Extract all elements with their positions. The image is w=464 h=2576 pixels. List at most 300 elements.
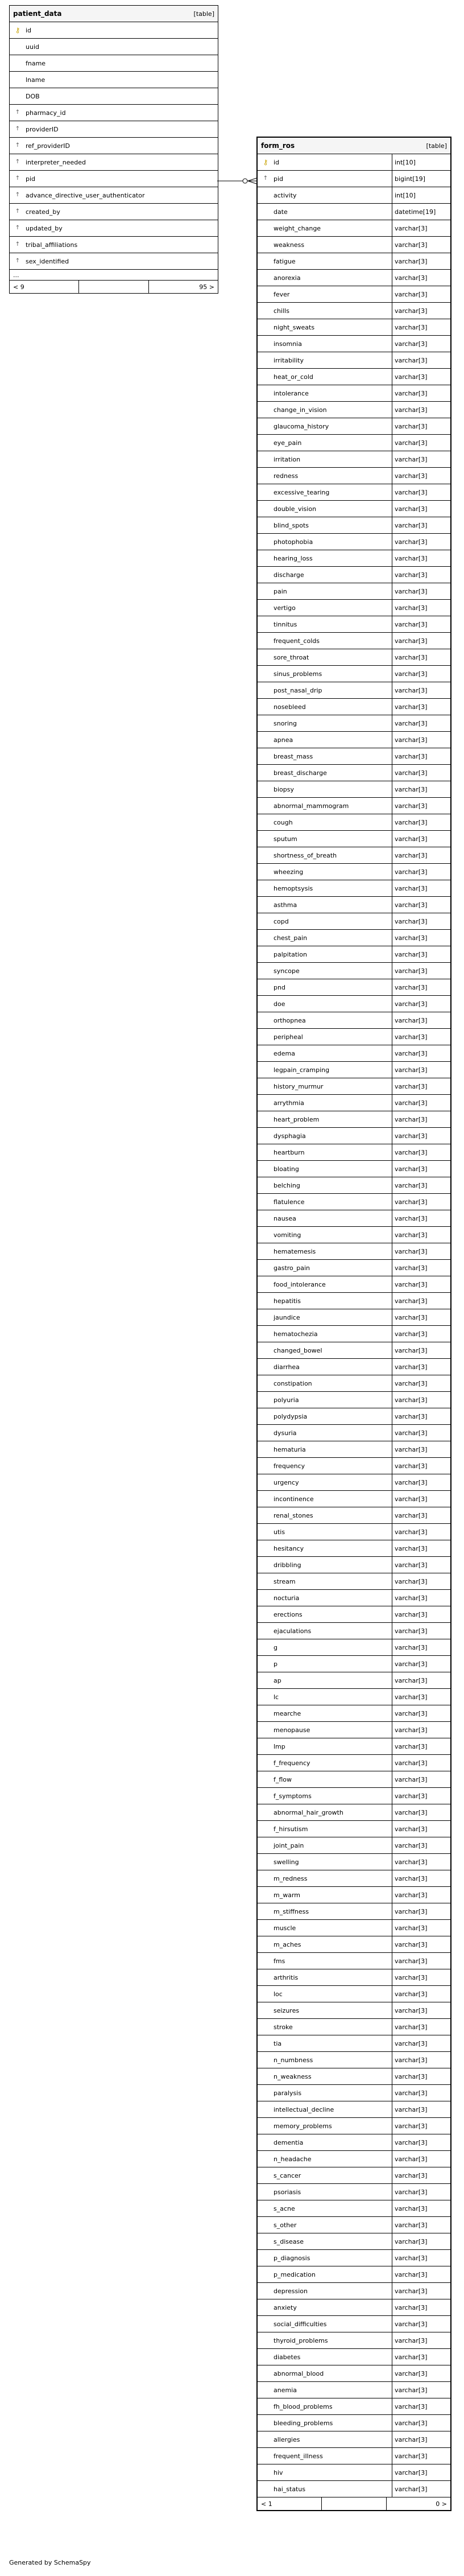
column-name: snoring <box>274 719 297 727</box>
column-type: varchar[3] <box>392 2085 450 2101</box>
column-type: varchar[3] <box>392 781 450 797</box>
column-type: varchar[3] <box>392 1012 450 1028</box>
column-name: constipation <box>274 1379 312 1387</box>
column-name: insomnia <box>274 340 302 348</box>
column-type: varchar[3] <box>392 220 450 236</box>
column-type: varchar[3] <box>392 2052 450 2068</box>
column-name: mearche <box>274 1709 301 1717</box>
column-name: sore_throat <box>274 653 309 661</box>
column-name: n_headache <box>274 2155 312 2163</box>
column-type: varchar[3] <box>392 1986 450 2002</box>
column-type: varchar[3] <box>392 402 450 418</box>
column-name: bleeding_problems <box>274 2419 333 2427</box>
column-type: varchar[3] <box>392 352 450 368</box>
column-name: m_aches <box>274 1940 301 1948</box>
column-name: date <box>274 208 288 216</box>
column-name: peripheal <box>274 1033 303 1041</box>
column-name: nosebleed <box>274 703 306 711</box>
column-name: vomiting <box>274 1231 301 1239</box>
column-type: varchar[3] <box>392 2035 450 2051</box>
column-name: palpitation <box>274 950 307 958</box>
column-type: varchar[3] <box>392 319 450 335</box>
column-type: varchar[3] <box>392 814 450 830</box>
column-type: varchar[3] <box>392 1854 450 1870</box>
column-type: varchar[3] <box>392 369 450 385</box>
column-name: erections <box>274 1610 303 1618</box>
column-name: hematochezia <box>274 1330 318 1338</box>
column-type: varchar[3] <box>392 1672 450 1688</box>
column-type: varchar[3] <box>392 501 450 517</box>
column-type: varchar[3] <box>392 979 450 995</box>
column-name: muscle <box>274 1924 296 1932</box>
table-name[interactable]: patient_data <box>13 10 62 18</box>
column-name: urgency <box>274 1478 299 1486</box>
column-type: varchar[3] <box>392 847 450 863</box>
column-type: varchar[3] <box>392 1474 450 1490</box>
foreign-key-icon: ↑ <box>15 109 20 116</box>
column-type: varchar[3] <box>392 633 450 649</box>
column-name: weight_change <box>274 224 321 232</box>
column-type: varchar[3] <box>392 2002 450 2018</box>
column-type: varchar[3] <box>392 666 450 682</box>
column-name: asthma <box>274 901 297 909</box>
column-type: varchar[3] <box>392 1804 450 1820</box>
column-type: varchar[3] <box>392 1557 450 1573</box>
column-name: irritation <box>274 455 301 463</box>
column-name: s_disease <box>274 2237 304 2245</box>
column-type: varchar[3] <box>392 2415 450 2431</box>
column-name: legpain_cramping <box>274 1066 330 1074</box>
column-type: varchar[3] <box>392 913 450 929</box>
column-type: varchar[3] <box>392 2448 450 2464</box>
column-type: varchar[3] <box>392 765 450 781</box>
foreign-key-icon: ↑ <box>15 258 20 264</box>
column-name: swelling <box>274 1858 299 1866</box>
parents-count[interactable]: < 1 <box>261 2500 272 2508</box>
column-name: jaundice <box>274 1313 300 1321</box>
column-type: varchar[3] <box>392 616 450 632</box>
column-name: loc <box>274 1990 283 1998</box>
column-name: hematemesis <box>274 1247 316 1255</box>
column-type: varchar[3] <box>392 517 450 533</box>
column-type: varchar[3] <box>392 1540 450 1556</box>
column-type: varchar[3] <box>392 2316 450 2332</box>
column-name: dysphagia <box>274 1132 306 1140</box>
column-type: varchar[3] <box>392 1738 450 1754</box>
column-name: doe <box>274 1000 285 1008</box>
column-type: varchar[3] <box>392 930 450 946</box>
column-type: varchar[3] <box>392 2266 450 2282</box>
foreign-key-icon: ↑ <box>15 225 20 231</box>
column-name: f_hirsutism <box>274 1825 308 1833</box>
primary-key-icon: ⚷ <box>15 26 20 34</box>
column-type: varchar[3] <box>392 451 450 467</box>
children-count[interactable]: 95 > <box>148 281 218 293</box>
column-name: nausea <box>274 1214 296 1222</box>
column-name: p_medication <box>274 2270 316 2278</box>
column-type: varchar[3] <box>392 2200 450 2216</box>
column-type: varchar[3] <box>392 1144 450 1160</box>
column-type: varchar[3] <box>392 897 450 913</box>
table-kind: [table] <box>426 142 447 150</box>
column-type: varchar[3] <box>392 1771 450 1787</box>
column-name: fh_blood_problems <box>274 2402 333 2410</box>
primary-key-icon: ⚷ <box>263 158 268 166</box>
column-name: id <box>26 26 32 34</box>
crowfoot-lower <box>248 181 256 184</box>
optional-circle <box>243 179 247 183</box>
column-name: tribal_affiliations <box>26 241 78 249</box>
column-type: varchar[3] <box>392 1276 450 1292</box>
column-type: varchar[3] <box>392 1161 450 1177</box>
column-type: varchar[3] <box>392 1590 450 1606</box>
column-name: n_weakness <box>274 2072 312 2080</box>
column-name: memory_problems <box>274 2122 332 2130</box>
foreign-key-icon: ↑ <box>15 208 20 215</box>
column-name: hemoptsysis <box>274 884 313 892</box>
column-name: edema <box>274 1049 295 1057</box>
column-name: menopause <box>274 1726 310 1734</box>
column-name: stream <box>274 1577 296 1585</box>
column-name: wheezing <box>274 868 304 876</box>
column-name: pain <box>274 587 287 595</box>
column-name: tinnitus <box>274 620 297 628</box>
column-type: varchar[3] <box>392 1243 450 1259</box>
column-name: id <box>274 158 280 166</box>
column-type: varchar[3] <box>392 2101 450 2117</box>
column-name: DOB <box>26 92 40 100</box>
column-type: varchar[3] <box>392 699 450 715</box>
column-type: varchar[3] <box>392 1293 450 1309</box>
column-name: hematuria <box>274 1445 306 1453</box>
children-count[interactable]: 0 > <box>386 2497 450 2510</box>
table-name[interactable]: form_ros <box>261 142 295 150</box>
column-type: varchar[3] <box>392 2184 450 2200</box>
column-name: gastro_pain <box>274 1264 310 1272</box>
column-name: flatulence <box>274 1198 305 1206</box>
column-name: syncope <box>274 967 300 975</box>
column-name: redness <box>274 472 299 480</box>
column-type: varchar[3] <box>392 1111 450 1127</box>
column-type: varchar[3] <box>392 2382 450 2398</box>
column-name: abnormal_blood <box>274 2369 324 2377</box>
column-type: varchar[3] <box>392 798 450 814</box>
column-type: varchar[3] <box>392 2019 450 2035</box>
column-name: n_numbness <box>274 2056 313 2064</box>
column-name: biopsy <box>274 785 294 793</box>
column-name: blind_spots <box>274 521 309 529</box>
column-name: heartburn <box>274 1148 305 1156</box>
column-name: dribbling <box>274 1561 301 1569</box>
column-type: varchar[3] <box>392 2068 450 2084</box>
column-name: m_warm <box>274 1891 300 1899</box>
column-type: varchar[3] <box>392 1408 450 1424</box>
column-name: anemia <box>274 2386 297 2394</box>
column-type: varchar[3] <box>392 732 450 748</box>
column-name: vertigo <box>274 604 296 612</box>
column-type: varchar[3] <box>392 1062 450 1078</box>
column-type: varchar[3] <box>392 1078 450 1094</box>
column-name: advance_directive_user_authenticator <box>26 191 145 199</box>
column-type: varchar[3] <box>392 567 450 583</box>
table-kind: [table] <box>193 10 214 18</box>
column-type: bigint[19] <box>392 171 450 187</box>
column-type: varchar[3] <box>392 2151 450 2167</box>
column-name: heat_or_cold <box>274 373 313 381</box>
column-type: varchar[3] <box>392 1458 450 1474</box>
column-name: post_nasal_drip <box>274 686 322 694</box>
column-name: dysuria <box>274 1429 297 1437</box>
column-type: varchar[3] <box>392 1441 450 1457</box>
column-name: irritability <box>274 356 304 364</box>
column-name: interpreter_needed <box>26 158 86 166</box>
column-name: sex_identified <box>26 257 69 265</box>
column-name: m_redness <box>274 1874 308 1882</box>
column-type: varchar[3] <box>392 2250 450 2266</box>
column-type: varchar[3] <box>392 1656 450 1672</box>
column-name: discharge <box>274 571 304 579</box>
column-name: frequent_illness <box>274 2452 323 2460</box>
column-name: lc <box>274 1693 279 1701</box>
foreign-key-icon: ↑ <box>15 192 20 198</box>
column-name: double_vision <box>274 505 317 513</box>
column-name: joint_pain <box>274 1841 304 1849</box>
column-name: abnormal_mammogram <box>274 802 349 810</box>
column-type: varchar[3] <box>392 2464 450 2480</box>
column-type: varchar[3] <box>392 715 450 731</box>
column-name: abnormal_hair_growth <box>274 1808 343 1816</box>
column-type: varchar[3] <box>392 1095 450 1111</box>
column-name: f_flow <box>274 1775 292 1783</box>
column-name: change_in_vision <box>274 406 327 414</box>
column-name: providerID <box>26 125 59 133</box>
column-type: varchar[3] <box>392 1425 450 1441</box>
column-type: varchar[3] <box>392 880 450 896</box>
column-type: varchar[3] <box>392 1903 450 1919</box>
column-type: varchar[3] <box>392 2398 450 2414</box>
column-type: varchar[3] <box>392 996 450 1012</box>
column-type: int[10] <box>392 187 450 203</box>
column-type: varchar[3] <box>392 1573 450 1589</box>
column-name: hesitancy <box>274 1544 304 1552</box>
column-type: varchar[3] <box>392 1029 450 1045</box>
column-type: varchar[3] <box>392 1689 450 1705</box>
column-type: varchar[3] <box>392 2365 450 2381</box>
column-type: varchar[3] <box>392 1342 450 1358</box>
column-name: hai_status <box>274 2485 306 2493</box>
column-name: night_sweats <box>274 323 315 331</box>
column-name: excessive_tearing <box>274 488 330 496</box>
column-name: pnd <box>274 983 285 991</box>
column-name: f_frequency <box>274 1759 310 1767</box>
column-type: varchar[3] <box>392 1392 450 1408</box>
column-name: f_symptoms <box>274 1792 312 1800</box>
column-type: varchar[3] <box>392 1606 450 1622</box>
column-name: pid <box>26 175 36 183</box>
column-type: varchar[3] <box>392 1623 450 1639</box>
column-name: s_cancer <box>274 2171 301 2179</box>
column-name: s_other <box>274 2221 297 2229</box>
column-name: ejaculations <box>274 1627 312 1635</box>
column-name: g <box>274 1643 277 1651</box>
column-name: hiv <box>274 2468 283 2476</box>
column-type: varchar[3] <box>392 1705 450 1721</box>
column-type: varchar[3] <box>392 1194 450 1210</box>
column-name: frequency <box>274 1462 305 1470</box>
column-name: paralysis <box>274 2089 302 2097</box>
column-name: polydypsia <box>274 1412 308 1420</box>
column-name: breast_mass <box>274 752 313 760</box>
column-type: varchar[3] <box>392 484 450 500</box>
column-type: varchar[3] <box>392 270 450 286</box>
column-name: glaucoma_history <box>274 422 329 430</box>
column-name: copd <box>274 917 289 925</box>
column-name: incontinence <box>274 1495 314 1503</box>
column-name: utis <box>274 1528 285 1536</box>
column-name: changed_bowel <box>274 1346 322 1354</box>
column-name: orthopnea <box>274 1016 306 1024</box>
column-type: varchar[3] <box>392 2431 450 2447</box>
column-name: arthritis <box>274 1973 299 1981</box>
column-name: activity <box>274 191 297 199</box>
column-type: varchar[3] <box>392 2299 450 2315</box>
column-name: s_acne <box>274 2204 295 2212</box>
column-name: photophobia <box>274 538 313 546</box>
column-type: varchar[3] <box>392 1491 450 1507</box>
column-type: varchar[3] <box>392 1210 450 1226</box>
column-name: intolerance <box>274 389 309 397</box>
column-type: varchar[3] <box>392 1359 450 1375</box>
column-type: varchar[3] <box>392 253 450 269</box>
column-type: varchar[3] <box>392 1128 450 1144</box>
column-name: food_intolerance <box>274 1280 326 1288</box>
column-type: varchar[3] <box>392 2134 450 2150</box>
column-type: varchar[3] <box>392 1045 450 1061</box>
column-type: varchar[3] <box>392 418 450 434</box>
column-type: varchar[3] <box>392 468 450 484</box>
column-type: varchar[3] <box>392 2217 450 2233</box>
column-type: varchar[3] <box>392 1837 450 1853</box>
column-name: tia <box>274 2039 282 2047</box>
column-type: varchar[3] <box>392 1969 450 1985</box>
column-name: fname <box>26 59 46 67</box>
column-name: sinus_problems <box>274 670 322 678</box>
generated-by-label: Generated by SchemaSpy <box>9 2559 91 2566</box>
column-name: anorexia <box>274 274 301 282</box>
column-name: allergies <box>274 2435 300 2443</box>
column-name: heart_problem <box>274 1115 320 1123</box>
foreign-key-icon: ↑ <box>15 159 20 165</box>
column-name: lname <box>26 76 45 84</box>
column-name: frequent_colds <box>274 637 320 645</box>
column-type: varchar[3] <box>392 864 450 880</box>
column-type: varchar[3] <box>392 600 450 616</box>
column-name: eye_pain <box>274 439 302 447</box>
column-name: created_by <box>26 208 60 216</box>
column-name: breast_discharge <box>274 769 327 777</box>
column-type: varchar[3] <box>392 583 450 599</box>
column-type: varchar[3] <box>392 2283 450 2299</box>
column-name: seizures <box>274 2006 300 2014</box>
column-name: shortness_of_breath <box>274 851 337 859</box>
column-name: arrythmia <box>274 1099 304 1107</box>
foreign-key-icon: ↑ <box>15 175 20 182</box>
column-name: ref_providerID <box>26 142 70 150</box>
more-columns-ellipsis: ... <box>10 270 218 281</box>
column-type: varchar[3] <box>392 1326 450 1342</box>
column-type: varchar[3] <box>392 1887 450 1903</box>
column-type: varchar[3] <box>392 1722 450 1738</box>
column-type: varchar[3] <box>392 237 450 253</box>
column-name: renal_stones <box>274 1511 313 1519</box>
column-type: varchar[3] <box>392 1936 450 1952</box>
column-type: varchar[3] <box>392 1920 450 1936</box>
column-name: belching <box>274 1181 300 1189</box>
column-type: varchar[3] <box>392 1755 450 1771</box>
column-name: updated_by <box>26 224 63 232</box>
column-type: varchar[3] <box>392 946 450 962</box>
column-name: fever <box>274 290 290 298</box>
column-type: varchar[3] <box>392 1639 450 1655</box>
column-name: nocturia <box>274 1594 300 1602</box>
column-type: varchar[3] <box>392 385 450 401</box>
column-type: varchar[3] <box>392 303 450 319</box>
column-name: diabetes <box>274 2353 301 2361</box>
column-type: varchar[3] <box>392 435 450 451</box>
column-type: varchar[3] <box>392 1309 450 1325</box>
column-type: varchar[3] <box>392 682 450 698</box>
column-name: p_diagnosis <box>274 2254 310 2262</box>
column-name: history_murmur <box>274 1082 324 1090</box>
foreign-key-icon: ↑ <box>15 142 20 149</box>
column-name: chills <box>274 307 289 315</box>
column-type: varchar[3] <box>392 1953 450 1969</box>
column-type: varchar[3] <box>392 2349 450 2365</box>
column-name: uuid <box>26 43 39 51</box>
column-type: varchar[3] <box>392 2118 450 2134</box>
column-name: m_stiffness <box>274 1907 309 1915</box>
column-name: pid <box>274 175 284 183</box>
column-name: polyuria <box>274 1396 299 1404</box>
column-type: datetime[19] <box>392 204 450 220</box>
crowfoot-upper <box>248 178 256 181</box>
column-type: varchar[3] <box>392 550 450 566</box>
column-type: varchar[3] <box>392 831 450 847</box>
column-type: varchar[3] <box>392 649 450 665</box>
column-name: p <box>274 1660 277 1668</box>
column-type: varchar[3] <box>392 336 450 352</box>
column-type: int[10] <box>392 154 450 170</box>
parents-count[interactable]: < 9 <box>13 283 24 291</box>
column-name: thyroid_problems <box>274 2336 328 2344</box>
column-name: pharmacy_id <box>26 109 66 117</box>
column-name: lmp <box>274 1742 285 1750</box>
column-type: varchar[3] <box>392 1507 450 1523</box>
column-type: varchar[3] <box>392 2167 450 2183</box>
column-name: anxiety <box>274 2303 297 2311</box>
column-name: psoriasis <box>274 2188 301 2196</box>
column-type: varchar[3] <box>392 2233 450 2249</box>
column-type: varchar[3] <box>392 2481 450 2497</box>
column-type: varchar[3] <box>392 1821 450 1837</box>
column-name: fms <box>274 1957 285 1965</box>
column-name: social_difficulties <box>274 2320 327 2328</box>
column-name: hearing_loss <box>274 554 313 562</box>
column-type: varchar[3] <box>392 1227 450 1243</box>
foreign-key-icon: ↑ <box>15 241 20 248</box>
column-type: varchar[3] <box>392 1788 450 1804</box>
column-name: diarrhea <box>274 1363 300 1371</box>
